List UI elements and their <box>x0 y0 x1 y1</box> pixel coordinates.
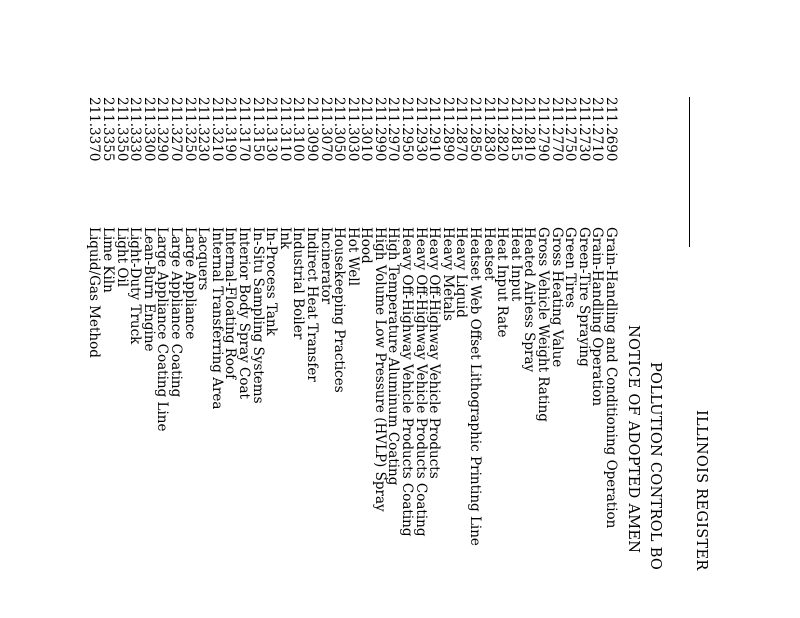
section-number: 211.2930 <box>412 97 429 162</box>
section-number: 211.3090 <box>303 97 320 162</box>
section-number: 211.3330 <box>127 97 144 162</box>
defined-term: Internal Transferring Area <box>208 227 225 410</box>
defined-term: Heavy Metals <box>439 227 456 321</box>
defined-term: Grain-Handling and Conditioning Operation <box>603 227 619 529</box>
section-number: 211.2770 <box>548 97 565 162</box>
defined-term: Indirect Heat Transfer <box>303 227 320 382</box>
section-number: 211.3110 <box>276 97 293 162</box>
section-number: 211.2990 <box>371 97 388 162</box>
section-number: 211.3350 <box>113 97 130 162</box>
section-number: 211.2790 <box>535 97 552 162</box>
defined-term: Grain-Handling Operation <box>589 227 606 407</box>
section-number: 211.3070 <box>317 97 334 162</box>
section-number: 211.3270 <box>168 97 184 162</box>
defined-term: Large Appliance Coating Line <box>154 227 171 432</box>
header-rule <box>689 97 690 247</box>
section-number: 211.3130 <box>263 97 280 162</box>
defined-term: Internal-Floating Roof <box>222 227 239 380</box>
section-number: 211.3030 <box>344 97 361 162</box>
defined-term: Hot Well <box>344 227 361 287</box>
defined-term: Liquid/Gas Method <box>86 227 103 358</box>
board-header: POLLUTION CONTROL BO <box>647 362 663 571</box>
defined-term: In-Situ Sampling Systems <box>249 227 266 404</box>
section-number: 211.2910 <box>426 97 443 162</box>
defined-term: Housekeeping Practices <box>331 227 348 393</box>
defined-term-column <box>87 227 617 546</box>
defined-term: Gross Vehicle Weight Rating <box>535 227 552 422</box>
defined-term: Interior Body Spray Coat <box>235 227 252 399</box>
section-number: 211.2750 <box>562 97 579 162</box>
defined-term: Ink <box>276 227 293 250</box>
section-number: 211.2730 <box>575 97 592 162</box>
defined-term: Lacquers <box>195 227 212 291</box>
section-number: 211.2970 <box>385 97 402 162</box>
section-number: 211.2820 <box>494 97 511 162</box>
defined-term: Heated Airless Spray <box>521 227 538 373</box>
defined-term: Heavy Off-Highway Vehicle Products <box>426 227 443 479</box>
defined-term: Hood <box>358 227 375 264</box>
defined-term: Industrial Boiler <box>290 227 307 340</box>
defined-term: Heat Input <box>507 227 524 302</box>
section-number: 211.3050 <box>331 97 348 162</box>
section-number-column <box>87 97 617 161</box>
defined-term: Incinerator <box>317 227 334 305</box>
section-number: 211.3010 <box>358 97 375 162</box>
defined-term: Heat Input Rate <box>494 227 511 338</box>
defined-term: Green-Tire Spraying <box>575 227 592 367</box>
defined-term: High Temperature Aluminum Coating <box>385 227 402 486</box>
defined-term: Large Appliance Coating <box>168 227 184 398</box>
section-number: 211.3190 <box>222 97 239 162</box>
section-number: 211.3230 <box>195 97 212 162</box>
defined-term: Heavy Off-Highway Vehicle Products Coating <box>399 227 416 537</box>
section-number: 211.2810 <box>521 97 538 162</box>
defined-term: Green Tires <box>562 227 579 308</box>
defined-term: Lime Kiln <box>100 227 117 293</box>
section-number: 211.3355 <box>100 97 117 162</box>
defined-term: Light-Duty Truck <box>127 227 144 345</box>
section-number: 211.2870 <box>453 97 470 162</box>
defined-term: Heatset Web Offset Lithographic Printing Line <box>467 227 484 546</box>
defined-term: High Volume Low Pressure (HVLP) Spray <box>371 227 388 512</box>
defined-term: Lean-Burn Engine <box>140 227 157 352</box>
section-number: 211.2690 <box>603 97 619 162</box>
defined-term: Heavy Liquid <box>453 227 470 318</box>
section-number: 211.2815 <box>507 97 524 162</box>
defined-term: Heatset <box>480 227 497 281</box>
defined-term: Gross Heating Value <box>548 227 565 368</box>
section-number: 211.2890 <box>439 97 456 162</box>
section-number: 211.2830 <box>480 97 497 162</box>
section-number: 211.3370 <box>86 97 103 162</box>
section-number: 211.3150 <box>249 97 266 162</box>
section-number: 211.3290 <box>154 97 171 162</box>
defined-term: Light Oil <box>113 227 130 288</box>
section-number: 211.3210 <box>208 97 225 162</box>
section-number: 211.2710 <box>589 97 606 162</box>
section-number: 211.3170 <box>235 97 252 162</box>
notice-header: NOTICE OF ADOPTED AMEN <box>625 325 641 554</box>
section-number: 211.3100 <box>290 97 307 162</box>
section-number: 211.3250 <box>181 97 198 162</box>
defined-term: Large Appliance <box>181 227 198 340</box>
defined-term: Heavy Off-Highway Vehicle Products Coating <box>412 227 429 537</box>
section-number: 211.2850 <box>467 97 484 162</box>
section-number: 211.2950 <box>399 97 416 162</box>
defined-term: In-Process Tank <box>263 227 280 336</box>
section-number: 211.3300 <box>140 97 157 162</box>
register-header: ILLINOIS REGISTER <box>693 410 709 571</box>
